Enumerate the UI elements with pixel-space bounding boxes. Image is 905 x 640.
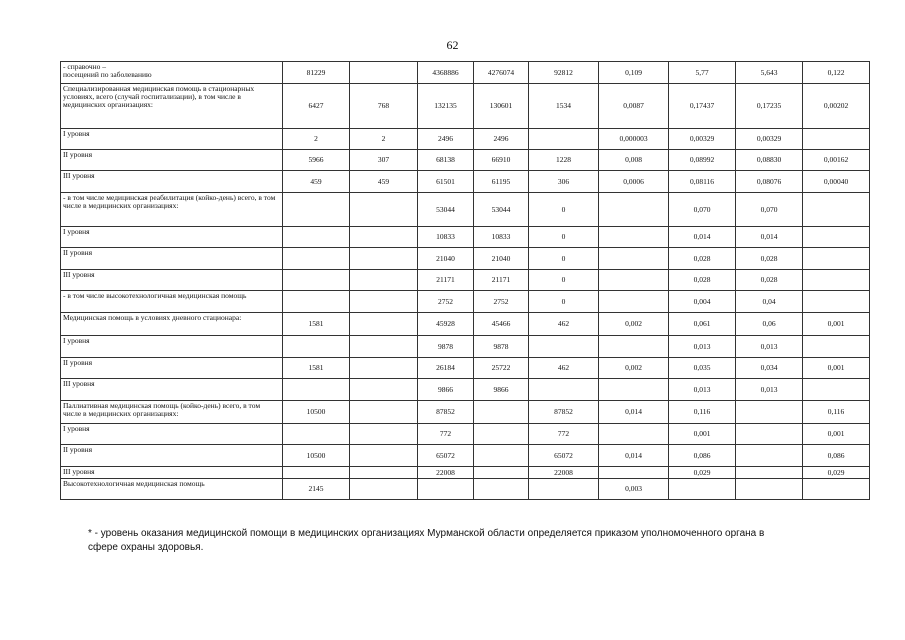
- value-cell: [803, 129, 870, 150]
- value-cell: [529, 336, 599, 358]
- value-cell: [669, 479, 736, 500]
- value-cell: 2496: [474, 129, 529, 150]
- value-cell: 0,002: [599, 358, 669, 379]
- value-cell: 10500: [283, 401, 350, 424]
- value-cell: 0: [529, 227, 599, 248]
- value-cell: [283, 291, 350, 313]
- value-cell: 10833: [418, 227, 474, 248]
- value-cell: [350, 336, 418, 358]
- value-cell: 1581: [283, 358, 350, 379]
- value-cell: 2752: [474, 291, 529, 313]
- value-cell: 0,086: [669, 445, 736, 467]
- value-cell: [736, 479, 803, 500]
- value-cell: 772: [418, 424, 474, 445]
- row-label-cell: III уровня: [61, 467, 283, 479]
- value-cell: [283, 336, 350, 358]
- value-cell: [803, 227, 870, 248]
- row-label-cell: II уровня: [61, 150, 283, 171]
- value-cell: 0,00040: [803, 171, 870, 193]
- value-cell: 0,00329: [736, 129, 803, 150]
- value-cell: 0,013: [669, 336, 736, 358]
- value-cell: 0,116: [669, 401, 736, 424]
- value-cell: [803, 248, 870, 270]
- page-number: 62: [446, 38, 459, 52]
- value-cell: 0,122: [803, 62, 870, 84]
- row-label-cell: - в том числе медицинская реабилитация (койко-день) всего, в том числе в медицинских организациях:: [61, 193, 283, 227]
- value-cell: 0,00329: [669, 129, 736, 150]
- value-cell: 0,013: [736, 336, 803, 358]
- value-cell: [474, 445, 529, 467]
- value-cell: 65072: [529, 445, 599, 467]
- value-cell: 0,034: [736, 358, 803, 379]
- value-cell: [474, 479, 529, 500]
- value-cell: 4276074: [474, 62, 529, 84]
- value-cell: 45466: [474, 313, 529, 336]
- value-cell: 0,04: [736, 291, 803, 313]
- value-cell: [474, 401, 529, 424]
- value-cell: 0,003: [599, 479, 669, 500]
- value-cell: 1228: [529, 150, 599, 171]
- value-cell: 25722: [474, 358, 529, 379]
- value-cell: 0,008: [599, 150, 669, 171]
- value-cell: 0: [529, 270, 599, 291]
- value-cell: 61501: [418, 171, 474, 193]
- row-label-cell: I уровня: [61, 129, 283, 150]
- value-cell: 0,004: [669, 291, 736, 313]
- value-cell: 0,0006: [599, 171, 669, 193]
- value-cell: [350, 479, 418, 500]
- table-row: [61, 401, 870, 424]
- row-label-cell: Высокотехнологичная медицинская помощь: [61, 479, 283, 500]
- value-cell: [418, 479, 474, 500]
- value-cell: 0,013: [736, 379, 803, 401]
- value-cell: 0: [529, 193, 599, 227]
- value-cell: [736, 401, 803, 424]
- value-cell: [474, 467, 529, 479]
- row-label-cell: II уровня: [61, 358, 283, 379]
- value-cell: [283, 193, 350, 227]
- value-cell: 307: [350, 150, 418, 171]
- row-label-cell: - в том числе высокотехнологичная медицинская помощь: [61, 291, 283, 313]
- table-row: [61, 313, 870, 336]
- value-cell: 2496: [418, 129, 474, 150]
- row-label-cell: II уровня: [61, 445, 283, 467]
- value-cell: 0,014: [599, 401, 669, 424]
- value-cell: 0: [529, 248, 599, 270]
- value-cell: 5966: [283, 150, 350, 171]
- table-row: [61, 379, 870, 401]
- value-cell: [350, 445, 418, 467]
- value-cell: 45928: [418, 313, 474, 336]
- value-cell: 459: [350, 171, 418, 193]
- data-table-container: [60, 61, 870, 500]
- value-cell: 0,014: [669, 227, 736, 248]
- value-cell: 2752: [418, 291, 474, 313]
- value-cell: 0,070: [669, 193, 736, 227]
- value-cell: 0: [529, 291, 599, 313]
- value-cell: 0,001: [803, 358, 870, 379]
- value-cell: 1581: [283, 313, 350, 336]
- value-cell: 66910: [474, 150, 529, 171]
- data-table: [60, 61, 870, 500]
- value-cell: 768: [350, 84, 418, 129]
- value-cell: 53044: [418, 193, 474, 227]
- value-cell: [283, 424, 350, 445]
- table-row: [61, 270, 870, 291]
- table-row: [61, 193, 870, 227]
- value-cell: 53044: [474, 193, 529, 227]
- row-label-cell: Медицинская помощь в условиях дневного стационара:: [61, 313, 283, 336]
- value-cell: 459: [283, 171, 350, 193]
- row-label-cell: III уровня: [61, 171, 283, 193]
- value-cell: 306: [529, 171, 599, 193]
- value-cell: 0,029: [803, 467, 870, 479]
- value-cell: [736, 445, 803, 467]
- value-cell: 0,0087: [599, 84, 669, 129]
- value-cell: [803, 479, 870, 500]
- value-cell: 2145: [283, 479, 350, 500]
- table-row: [61, 248, 870, 270]
- value-cell: 462: [529, 313, 599, 336]
- row-label-cell: II уровня: [61, 248, 283, 270]
- value-cell: 0,08992: [669, 150, 736, 171]
- value-cell: 0,013: [669, 379, 736, 401]
- value-cell: [736, 467, 803, 479]
- value-cell: 0,17437: [669, 84, 736, 129]
- value-cell: 0,014: [599, 445, 669, 467]
- value-cell: 2: [283, 129, 350, 150]
- value-cell: [736, 424, 803, 445]
- value-cell: [599, 379, 669, 401]
- value-cell: 0,028: [669, 270, 736, 291]
- value-cell: [599, 248, 669, 270]
- value-cell: 21040: [418, 248, 474, 270]
- value-cell: [803, 193, 870, 227]
- table-row: [61, 62, 870, 84]
- table-body: [61, 62, 870, 500]
- value-cell: [350, 291, 418, 313]
- value-cell: 92812: [529, 62, 599, 84]
- value-cell: [599, 270, 669, 291]
- value-cell: 2: [350, 129, 418, 150]
- value-cell: [803, 336, 870, 358]
- table-row: [61, 358, 870, 379]
- value-cell: [529, 479, 599, 500]
- value-cell: 0,001: [803, 313, 870, 336]
- row-label-cell: - справочно – посещений по заболеванию: [61, 62, 283, 84]
- table-row: [61, 445, 870, 467]
- value-cell: 22008: [418, 467, 474, 479]
- value-cell: 87852: [529, 401, 599, 424]
- value-cell: 772: [529, 424, 599, 445]
- table-row: [61, 424, 870, 445]
- value-cell: [474, 424, 529, 445]
- value-cell: 6427: [283, 84, 350, 129]
- footnote: * - уровень оказания медицинской помощи в медицинских организациях Мурманской области определяется приказом уполномоченного органа в сфере охраны здоровья.: [88, 528, 765, 553]
- value-cell: 9878: [474, 336, 529, 358]
- value-cell: [283, 467, 350, 479]
- value-cell: 0,00202: [803, 84, 870, 129]
- value-cell: 0,00162: [803, 150, 870, 171]
- table-row: [61, 227, 870, 248]
- value-cell: 462: [529, 358, 599, 379]
- value-cell: 0,109: [599, 62, 669, 84]
- value-cell: 26184: [418, 358, 474, 379]
- value-cell: [599, 424, 669, 445]
- value-cell: [599, 336, 669, 358]
- row-label-cell: Паллиативная медицинская помощь (койко-день) всего, в том числе в медицинских организациях:: [61, 401, 283, 424]
- value-cell: 0,000003: [599, 129, 669, 150]
- value-cell: 87852: [418, 401, 474, 424]
- value-cell: 0,002: [599, 313, 669, 336]
- value-cell: [350, 193, 418, 227]
- value-cell: 10500: [283, 445, 350, 467]
- value-cell: 0,17235: [736, 84, 803, 129]
- value-cell: [599, 193, 669, 227]
- value-cell: 81229: [283, 62, 350, 84]
- value-cell: [803, 291, 870, 313]
- value-cell: [529, 379, 599, 401]
- table-row: [61, 336, 870, 358]
- value-cell: 65072: [418, 445, 474, 467]
- value-cell: 0,014: [736, 227, 803, 248]
- value-cell: [283, 227, 350, 248]
- table-row: [61, 467, 870, 479]
- value-cell: [803, 270, 870, 291]
- value-cell: 0,001: [803, 424, 870, 445]
- row-label-cell: I уровня: [61, 227, 283, 248]
- table-row: [61, 171, 870, 193]
- table-row: [61, 291, 870, 313]
- value-cell: 21171: [474, 270, 529, 291]
- value-cell: [283, 248, 350, 270]
- value-cell: [283, 379, 350, 401]
- value-cell: [350, 401, 418, 424]
- value-cell: 9878: [418, 336, 474, 358]
- value-cell: 9866: [474, 379, 529, 401]
- value-cell: 132135: [418, 84, 474, 129]
- value-cell: 61195: [474, 171, 529, 193]
- value-cell: 130601: [474, 84, 529, 129]
- value-cell: [599, 227, 669, 248]
- value-cell: 0,035: [669, 358, 736, 379]
- row-label-cell: III уровня: [61, 379, 283, 401]
- table-row: [61, 479, 870, 500]
- value-cell: [350, 379, 418, 401]
- value-cell: 0,116: [803, 401, 870, 424]
- value-cell: [599, 467, 669, 479]
- value-cell: [803, 379, 870, 401]
- value-cell: 10833: [474, 227, 529, 248]
- value-cell: 21040: [474, 248, 529, 270]
- value-cell: 0,070: [736, 193, 803, 227]
- value-cell: 0,08116: [669, 171, 736, 193]
- value-cell: 5,643: [736, 62, 803, 84]
- value-cell: 22008: [529, 467, 599, 479]
- row-label-cell: Специализированная медицинская помощь в стационарных условиях, всего (случай госпитализации), в том числе в медицинских организациях:: [61, 84, 283, 129]
- value-cell: 1534: [529, 84, 599, 129]
- value-cell: [350, 62, 418, 84]
- value-cell: [350, 227, 418, 248]
- value-cell: [350, 467, 418, 479]
- value-cell: [283, 270, 350, 291]
- value-cell: [599, 291, 669, 313]
- table-row: [61, 129, 870, 150]
- value-cell: 0,029: [669, 467, 736, 479]
- row-label-cell: I уровня: [61, 424, 283, 445]
- value-cell: 0,08076: [736, 171, 803, 193]
- value-cell: 68138: [418, 150, 474, 171]
- value-cell: [350, 248, 418, 270]
- row-label-cell: III уровня: [61, 270, 283, 291]
- row-label-cell: I уровня: [61, 336, 283, 358]
- value-cell: 4368886: [418, 62, 474, 84]
- value-cell: 0,028: [669, 248, 736, 270]
- value-cell: [350, 358, 418, 379]
- value-cell: [350, 270, 418, 291]
- value-cell: 21171: [418, 270, 474, 291]
- value-cell: 0,028: [736, 248, 803, 270]
- value-cell: 0,028: [736, 270, 803, 291]
- value-cell: 0,086: [803, 445, 870, 467]
- value-cell: [350, 313, 418, 336]
- value-cell: 0,001: [669, 424, 736, 445]
- value-cell: [350, 424, 418, 445]
- table-row: [61, 150, 870, 171]
- value-cell: 9866: [418, 379, 474, 401]
- table-row: [61, 84, 870, 129]
- value-cell: 0,061: [669, 313, 736, 336]
- value-cell: [529, 129, 599, 150]
- value-cell: 0,08830: [736, 150, 803, 171]
- value-cell: 0,06: [736, 313, 803, 336]
- value-cell: 5,77: [669, 62, 736, 84]
